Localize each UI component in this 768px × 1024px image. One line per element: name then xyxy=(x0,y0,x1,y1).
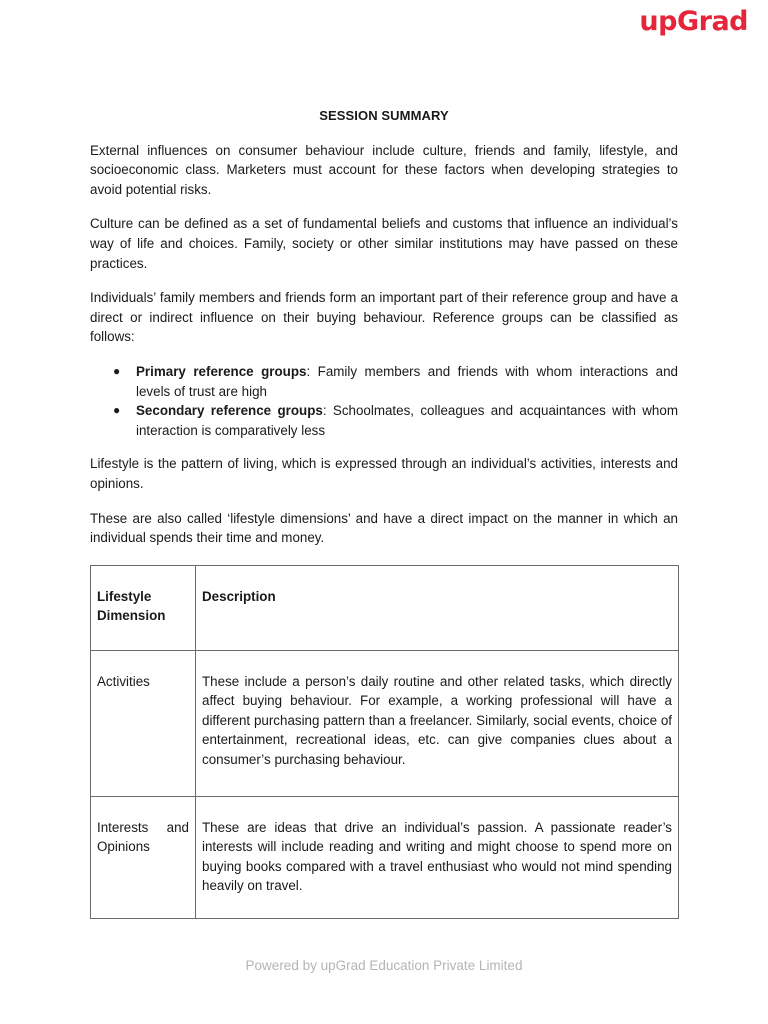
bullet-text: : Family members and friends with whom interactions and levels of trust are high xyxy=(136,363,678,399)
paragraph-culture: Culture can be defined as a set of fundamental beliefs and customs that influence an individual’s way of life and choices. Family, society or other similar institutions may have passed on these practices. xyxy=(90,216,678,271)
table-row xyxy=(91,650,679,796)
table-cell: Activities xyxy=(91,650,196,796)
paragraph-lifestyle: Lifestyle is the pattern of living, which is expressed through an individual’s activities, interests and opinions. xyxy=(90,456,678,491)
document-body xyxy=(90,106,678,919)
table-header-cell: Description xyxy=(196,565,679,650)
lifestyle-table xyxy=(90,565,679,919)
list-item xyxy=(113,362,678,401)
page-footer: Powered by upGrad Education Private Limited xyxy=(245,958,523,973)
reference-group-list xyxy=(90,362,678,440)
paragraph-lifestyle-dimensions: These are also called ‘lifestyle dimensions’ and have a direct impact on the manner in which an individual spends their time and money. xyxy=(90,510,678,546)
bullet-text: : Schoolmates, colleagues and acquaintances with whom interaction is comparatively less xyxy=(136,403,678,438)
bullet-icon: ● xyxy=(113,363,121,378)
bullet-term: Secondary reference groups xyxy=(136,403,323,419)
table-cell: These include a person’s daily routine and other related tasks, which directly affect buying behaviour. For example, a working professional will have a different purchasing pattern than a freelancer. Similarly, social events, choice of entertainment, recreational ideas, etc. can give companies clues about a consumer’s purchasing behaviour. xyxy=(196,650,679,796)
list-item xyxy=(113,401,678,440)
table-cell: Interests and Opinions xyxy=(91,796,196,918)
upgrad-logo: upGrad xyxy=(639,6,748,37)
table-row xyxy=(91,796,679,918)
bullet-icon: ● xyxy=(113,403,121,418)
bullet-term: Primary reference groups xyxy=(136,363,307,379)
table-header-row xyxy=(91,565,679,650)
page-title: SESSION SUMMARY xyxy=(319,108,449,123)
paragraph-external-influences: External influences on consumer behaviour include culture, friends and family, lifestyle, and socioeconomic class. Marketers must account for these factors when developing strategies to avoid potential risks. xyxy=(90,142,678,197)
table-cell: These are ideas that drive an individual’s passion. A passionate reader’s interests will include reading and writing and might choose to spend more on buying books compared with a travel enthusiast who would not mind spending heavily on travel. xyxy=(196,796,679,918)
paragraph-reference-groups: Individuals’ family members and friends form an important part of their reference group and have a direct or indirect influence on their buying behaviour. Reference groups can be classified as follows: xyxy=(90,290,678,345)
table-header-cell: Lifestyle Dimension xyxy=(91,565,196,650)
